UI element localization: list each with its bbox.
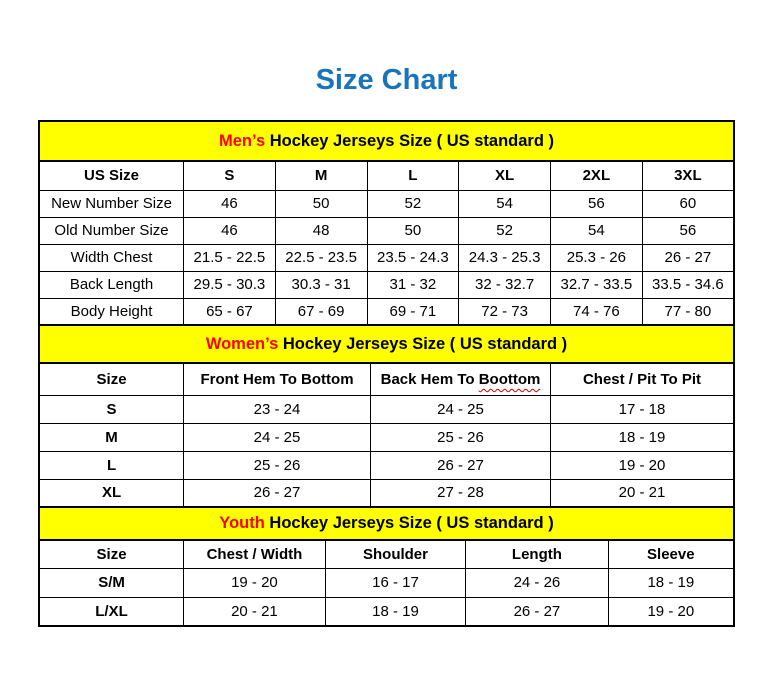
column-header: Sleeve <box>608 540 734 568</box>
table-cell: 52 <box>367 190 459 217</box>
table-cell: 20 - 21 <box>184 597 326 626</box>
column-header: Chest / Width <box>184 540 326 568</box>
table-cell: 32 - 32.7 <box>459 271 551 298</box>
row-label: Width Chest <box>39 244 184 271</box>
row-label: Body Height <box>39 298 184 325</box>
table-cell: 19 - 20 <box>551 451 735 479</box>
table-row <box>39 479 734 507</box>
table-cell: 56 <box>642 217 734 244</box>
table-cell: 31 - 32 <box>367 271 459 298</box>
column-header: S <box>184 161 276 190</box>
misspelled-word: Boottom <box>478 370 541 388</box>
column-header-text: Back Hem To <box>380 370 475 388</box>
table-row <box>39 423 734 451</box>
column-header: Length <box>466 540 608 568</box>
womens-section-band <box>39 325 734 363</box>
table-row <box>39 244 734 271</box>
column-header: Size <box>39 540 184 568</box>
youth-section-title <box>39 507 734 540</box>
mens-header-row <box>39 161 734 190</box>
table-cell: 26 - 27 <box>642 244 734 271</box>
column-header: 3XL <box>642 161 734 190</box>
row-label: Back Length <box>39 271 184 298</box>
table-cell: 67 - 69 <box>275 298 367 325</box>
table-cell: 50 <box>367 217 459 244</box>
table-row <box>39 395 734 423</box>
column-header: L <box>367 161 459 190</box>
table-row <box>39 451 734 479</box>
youth-header-row <box>39 540 734 568</box>
womens-keyword: Women’s <box>205 334 279 353</box>
table-row <box>39 217 734 244</box>
row-label: L <box>39 451 184 479</box>
column-header: Shoulder <box>325 540 465 568</box>
mens-size-table <box>38 120 735 326</box>
table-cell: 46 <box>184 217 276 244</box>
row-label: S <box>39 395 184 423</box>
row-label: New Number Size <box>39 190 184 217</box>
table-cell: 26 - 27 <box>371 451 551 479</box>
womens-band-text: Hockey Jerseys Size ( US standard ) <box>282 334 568 353</box>
table-cell: 23.5 - 24.3 <box>367 244 459 271</box>
table-cell: 27 - 28 <box>371 479 551 507</box>
table-cell: 54 <box>459 190 551 217</box>
youth-keyword: Youth <box>219 514 265 532</box>
table-cell: 25.3 - 26 <box>550 244 642 271</box>
column-header <box>371 363 551 395</box>
table-cell: 19 - 20 <box>184 568 326 597</box>
table-cell: 50 <box>275 190 367 217</box>
table-cell: 21.5 - 22.5 <box>184 244 276 271</box>
table-cell: 72 - 73 <box>459 298 551 325</box>
table-row <box>39 298 734 325</box>
row-label: XL <box>39 479 184 507</box>
mens-section-title <box>39 121 734 161</box>
table-cell: 24 - 25 <box>184 423 371 451</box>
table-cell: 24 - 25 <box>371 395 551 423</box>
table-cell: 32.7 - 33.5 <box>550 271 642 298</box>
table-cell: 30.3 - 31 <box>275 271 367 298</box>
column-header: Front Hem To Bottom <box>184 363 371 395</box>
table-cell: 25 - 26 <box>184 451 371 479</box>
table-cell: 24.3 - 25.3 <box>459 244 551 271</box>
table-cell: 18 - 19 <box>608 568 734 597</box>
column-header: M <box>275 161 367 190</box>
womens-section-title <box>39 325 734 363</box>
table-cell: 65 - 67 <box>184 298 276 325</box>
table-cell: 52 <box>459 217 551 244</box>
womens-size-table <box>38 324 735 508</box>
womens-header-row <box>39 363 734 395</box>
mens-keyword: Men’s <box>218 131 266 150</box>
table-cell: 22.5 - 23.5 <box>275 244 367 271</box>
table-cell: 18 - 19 <box>551 423 735 451</box>
table-row <box>39 271 734 298</box>
page-title: Size Chart <box>315 64 458 96</box>
table-cell: 24 - 26 <box>466 568 608 597</box>
table-cell: 74 - 76 <box>550 298 642 325</box>
table-cell: 26 - 27 <box>466 597 608 626</box>
table-cell: 77 - 80 <box>642 298 734 325</box>
row-label: M <box>39 423 184 451</box>
table-cell: 16 - 17 <box>325 568 465 597</box>
table-cell: 19 - 20 <box>608 597 734 626</box>
column-header: US Size <box>39 161 184 190</box>
mens-band-text: Hockey Jerseys Size ( US standard ) <box>269 131 555 150</box>
table-cell: 33.5 - 34.6 <box>642 271 734 298</box>
table-row <box>39 597 734 626</box>
youth-section-band <box>39 507 734 540</box>
table-cell: 17 - 18 <box>551 395 735 423</box>
youth-size-table <box>38 506 735 627</box>
table-cell: 69 - 71 <box>367 298 459 325</box>
table-row <box>39 190 734 217</box>
table-cell: 20 - 21 <box>551 479 735 507</box>
table-cell: 25 - 26 <box>371 423 551 451</box>
column-header: Chest / Pit To Pit <box>551 363 735 395</box>
table-cell: 46 <box>184 190 276 217</box>
row-label: S/M <box>39 568 184 597</box>
table-row <box>39 568 734 597</box>
row-label: L/XL <box>39 597 184 626</box>
youth-band-text: Hockey Jerseys Size ( US standard ) <box>269 514 554 532</box>
column-header: XL <box>459 161 551 190</box>
table-cell: 48 <box>275 217 367 244</box>
table-cell: 26 - 27 <box>184 479 371 507</box>
mens-section-band <box>39 121 734 161</box>
size-chart-tables <box>38 120 735 627</box>
table-cell: 23 - 24 <box>184 395 371 423</box>
row-label: Old Number Size <box>39 217 184 244</box>
table-cell: 56 <box>550 190 642 217</box>
table-cell: 18 - 19 <box>325 597 465 626</box>
table-cell: 29.5 - 30.3 <box>184 271 276 298</box>
table-cell: 60 <box>642 190 734 217</box>
column-header: 2XL <box>550 161 642 190</box>
table-cell: 54 <box>550 217 642 244</box>
column-header: Size <box>39 363 184 395</box>
